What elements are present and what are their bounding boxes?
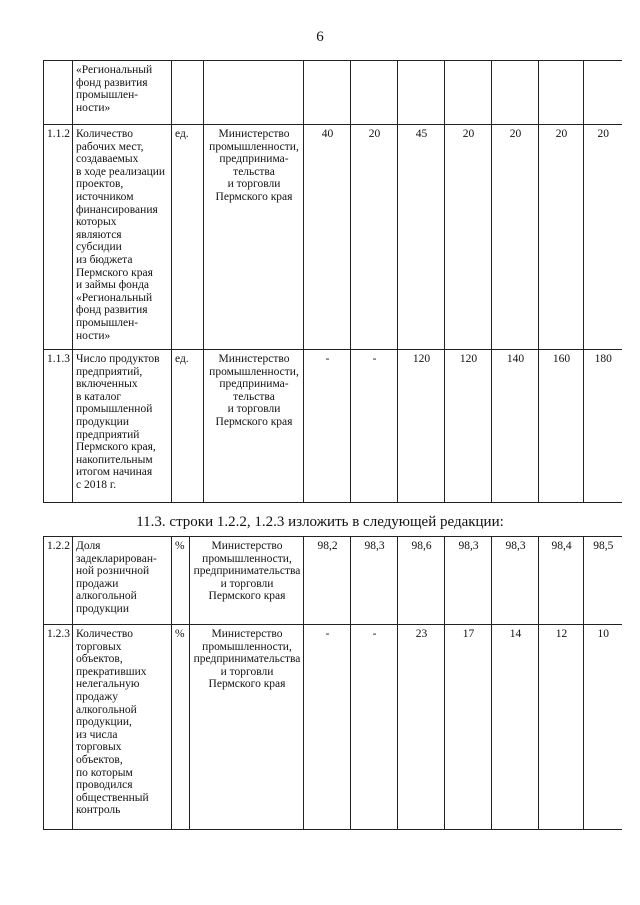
text-line: субсидии (76, 241, 122, 254)
text-line: предприятий, (76, 365, 143, 378)
text-line: с 2018 г. (76, 478, 117, 491)
text-line: «Региональный (76, 64, 153, 76)
text-line: в каталог (76, 390, 122, 403)
table-row-continuation (44, 61, 622, 125)
text-line: алкогольной (76, 590, 137, 603)
text-line: проводился (76, 779, 133, 792)
value-cell (304, 61, 351, 125)
text-line: включенных (76, 378, 138, 391)
value-cell (445, 61, 492, 125)
responsible-ministry (204, 125, 304, 350)
value-cell: 20 (584, 125, 622, 350)
text-line: продажу (76, 690, 118, 703)
text-line: предприятий (76, 428, 140, 441)
value-cell: 10 (584, 625, 622, 830)
text-line: задекларирован- (76, 552, 157, 565)
value-cell: - (351, 350, 398, 503)
unit-cell (172, 61, 204, 125)
table-row-1-1-2 (44, 125, 622, 350)
value-cell: 98,3 (492, 537, 539, 625)
row-number: 1.2.3 (44, 625, 73, 830)
text-line: предпринимательства и торговли (193, 565, 301, 590)
text-line: фонд развития (76, 76, 148, 89)
value-cell: - (304, 350, 351, 503)
value-cell: 14 (492, 625, 539, 830)
indicator-name (73, 350, 172, 503)
value-cell: 20 (445, 125, 492, 350)
responsible-ministry (204, 350, 304, 503)
value-cell: 98,4 (539, 537, 584, 625)
text-line: которых (76, 216, 117, 229)
text-line: общественный (76, 791, 149, 804)
value-cell: 20 (351, 125, 398, 350)
text-line: промышленности, (209, 365, 299, 378)
text-line: продукции (76, 415, 129, 428)
text-line: промышлен- (76, 89, 139, 102)
text-line: ной розничной (76, 565, 150, 578)
text-line: промышленности, (202, 552, 292, 565)
text-line: рабочих мест, (76, 140, 144, 153)
ministry-cell (204, 61, 304, 125)
text-line: в ходе реализации (76, 165, 166, 178)
value-cell: 180 (584, 350, 622, 503)
text-line: промышленности, (209, 140, 299, 153)
unit: ед. (172, 350, 204, 503)
text-line: Пермского края (208, 678, 286, 691)
num-cell (44, 61, 73, 125)
text-line: по которым (76, 766, 133, 779)
name-cell (73, 61, 172, 125)
text-line: Пермского края, (76, 441, 156, 454)
text-line: ности» (76, 101, 111, 114)
row-number: 1.1.2 (44, 125, 73, 350)
text-line: промышлен- (76, 316, 139, 329)
unit: ед. (172, 125, 204, 350)
value-cell: 98,3 (445, 537, 492, 625)
row-number: 1.1.3 (44, 350, 73, 503)
text-line: создаваемых (76, 153, 139, 166)
text-line: Пермского края (208, 590, 286, 603)
value-cell: 12 (539, 625, 584, 830)
text-line: итогом начиная (76, 466, 153, 479)
responsible-ministry (190, 625, 304, 830)
indicators-table-2 (43, 536, 622, 830)
text-line: проектов, (76, 178, 124, 191)
value-cell (398, 61, 445, 125)
text-line: Число продуктов (76, 353, 160, 365)
value-cell: 160 (539, 350, 584, 503)
text-line: промышленной (76, 403, 153, 416)
text-line: объектов, (76, 653, 123, 666)
indicator-name (73, 625, 172, 830)
text-line: Пермского края (215, 415, 293, 428)
text-line: Министерство (211, 540, 283, 552)
text-line: ности» (76, 329, 111, 342)
text-line: предпринимательства и торговли (193, 653, 301, 678)
unit: % (172, 625, 190, 830)
value-cell: 98,2 (304, 537, 351, 625)
text-line: Министерство (218, 353, 290, 365)
text-line: продажи (76, 577, 119, 590)
text-line: прекративших (76, 665, 147, 678)
value-cell (584, 61, 622, 125)
indicators-table-1 (43, 60, 622, 503)
text-line: торговых (76, 640, 122, 653)
text-line: Количество (76, 128, 133, 140)
value-cell: - (304, 625, 351, 830)
page-number: 6 (316, 29, 324, 45)
text-line: алкогольной (76, 703, 137, 716)
text-line: контроль (76, 804, 121, 817)
value-cell: - (351, 625, 398, 830)
value-cell: 98,3 (351, 537, 398, 625)
row-number: 1.2.2 (44, 537, 73, 625)
text-line: тельства (233, 165, 275, 178)
value-cell (492, 61, 539, 125)
text-line: Министерство (211, 628, 283, 640)
text-line: из числа (76, 728, 118, 741)
text-line: накопительным (76, 453, 153, 466)
value-cell (539, 61, 584, 125)
value-cell: 98,5 (584, 537, 622, 625)
text-line: торговых (76, 741, 122, 754)
responsible-ministry (190, 537, 304, 625)
value-cell: 20 (492, 125, 539, 350)
text-line: и займы фонда (76, 279, 150, 292)
value-cell: 120 (398, 350, 445, 503)
value-cell: 17 (445, 625, 492, 830)
value-cell: 140 (492, 350, 539, 503)
text-line: промышленности, (202, 640, 292, 653)
table-row-1-2-2 (44, 537, 622, 625)
value-cell: 20 (539, 125, 584, 350)
text-line: Доля (76, 540, 101, 552)
text-line: «Региональный (76, 291, 153, 304)
text-line: Пермского края (76, 266, 153, 279)
value-cell (351, 61, 398, 125)
text-line: предпринима- (219, 378, 289, 391)
text-line: из бюджета (76, 253, 133, 266)
value-cell: 45 (398, 125, 445, 350)
value-cell: 23 (398, 625, 445, 830)
text-line: источником (76, 190, 134, 203)
text-line: и торговли (227, 178, 281, 191)
indicator-name (73, 125, 172, 350)
text-line: объектов, (76, 753, 123, 766)
text-line: фонд развития (76, 304, 148, 317)
text-line: нелегальную (76, 678, 140, 691)
text-line: продукции (76, 602, 129, 615)
amendment-caption: 11.3. строки 1.2.2, 1.2.3 изложить в следующей редакции: (136, 514, 504, 530)
text-line: продукции, (76, 716, 132, 729)
text-line: Министерство (218, 128, 290, 140)
value-cell: 120 (445, 350, 492, 503)
text-line: Количество (76, 628, 133, 640)
unit: % (172, 537, 190, 625)
value-cell: 40 (304, 125, 351, 350)
text-line: тельства (233, 390, 275, 403)
table-row-1-2-3 (44, 625, 622, 830)
text-line: и торговли (227, 403, 281, 416)
indicator-name (73, 537, 172, 625)
text-line: финансирования (76, 203, 158, 216)
table-row-1-1-3 (44, 350, 622, 503)
value-cell: 98,6 (398, 537, 445, 625)
text-line: Пермского края (215, 190, 293, 203)
text-line: являются (76, 228, 122, 241)
text-line: предпринима- (219, 153, 289, 166)
